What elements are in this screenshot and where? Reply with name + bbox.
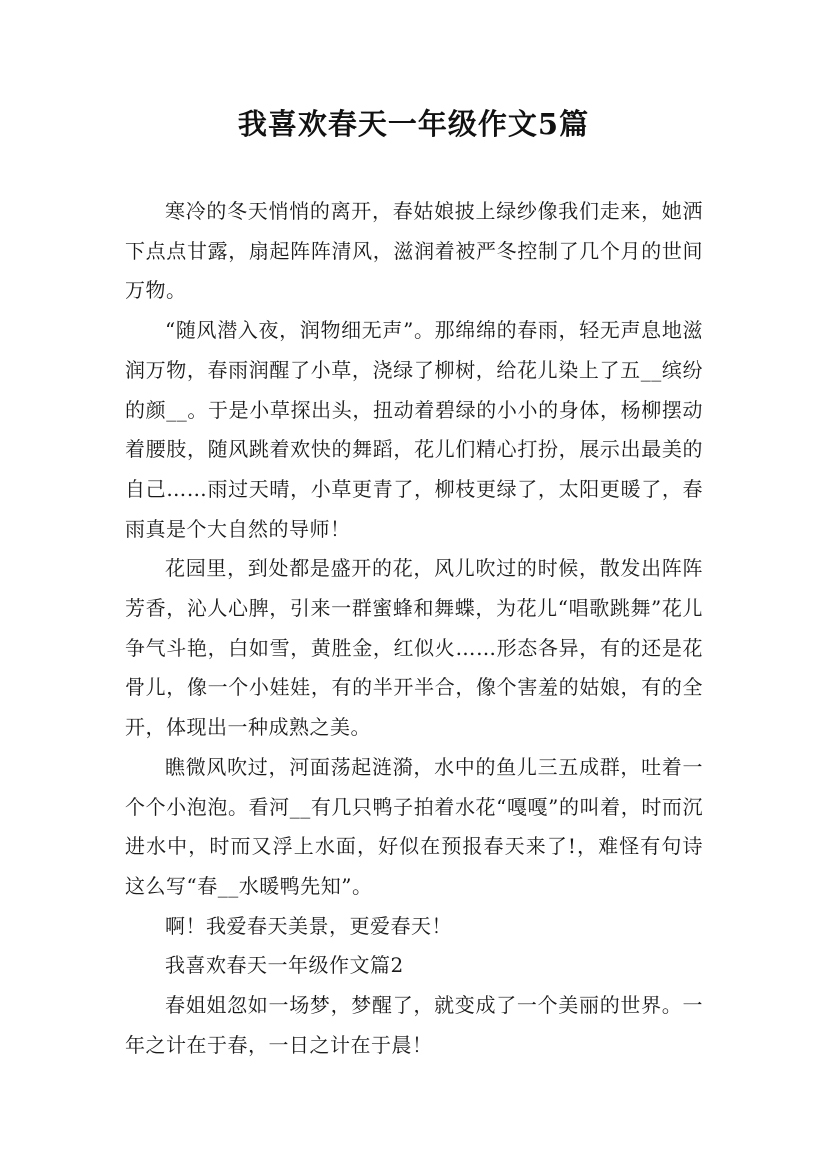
- paragraph-3: 花园里，到处都是盛开的花，风儿吹过的时候，散发出阵阵芳香，沁人心脾，引来一群蜜蜂和舞蝶，为花儿“唱歌跳舞”花儿争气斗艳，白如雪，黄胜金，红似火……形态各异，有的还是花骨儿，像一个小娃娃，有的半开半合，像个害羞的姑娘，有的全开，体现出一种成熟之美。: [125, 556, 703, 740]
- paragraph-4: 瞧微风吹过，河面荡起涟漪，水中的鱼儿三五成群，吐着一个个小泡泡。看河__有几只鸭子拍着水花“嘎嘎”的叫着，时而沉进水中，时而又浮上水面，好似在预报春天来了!，难怪有句诗这么写“春__水暖鸭先知”。: [125, 754, 703, 898]
- paragraph-2: “随风潜入夜，润物细无声”。那绵绵的春雨，轻无声息地滋润万物，春雨润醒了小草，浇绿了柳树，给花儿染上了五__缤纷的颜__。于是小草探出头，扭动着碧绿的小小的身体，杨柳摆动着腰肢，随风跳着欢快的舞蹈，花儿们精心打扮，展示出最美的自己……雨过天晴，小草更青了，柳枝更绿了，太阳更暖了，春雨真是个大自然的导师！: [125, 318, 703, 541]
- paragraph-1: 寒冷的冬天悄悄的离开，春姑娘披上绿纱像我们走来，她洒下点点甘露，扇起阵阵清风，滋润着被严冬控制了几个月的世间万物。: [125, 199, 703, 303]
- document-body: [125, 192, 703, 1065]
- paragraph-6: 春姐姐忽如一场梦，梦醒了，就变成了一个美丽的世界。一年之计在于春，一日之计在于晨！: [125, 993, 703, 1057]
- paragraph-5: 啊！我爱春天美景，更爱春天！: [165, 913, 452, 938]
- document-title: 我喜欢春天一年级作文5篇: [237, 107, 590, 141]
- section-heading-2: 我喜欢春天一年级作文篇2: [165, 953, 404, 978]
